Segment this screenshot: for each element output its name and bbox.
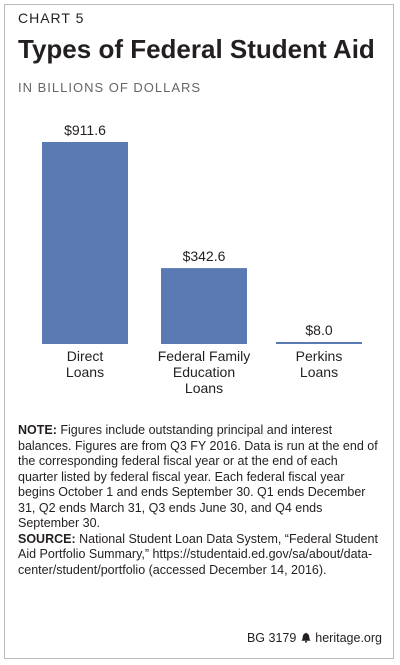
category-label: Loans xyxy=(65,364,105,380)
chart-subtitle: IN BILLIONS OF DOLLARS xyxy=(18,80,202,95)
note-text: Figures include outstanding principal and interest balances. Figures are from Q3 FY 2016. Data is run at the end of the corresponding federal fiscal year or at the end of each quarter listed by federal fiscal year. Each federal fiscal year begins October 1 and ends September 30. Q1 ends December 31, Q2 ends March 31, Q3 ends June 30, and Q4 ends September 30. xyxy=(18,423,378,530)
category-label: Loans xyxy=(299,364,339,380)
category-label: Loans xyxy=(184,380,224,396)
footer xyxy=(247,631,382,645)
bar xyxy=(161,268,247,344)
site-name: heritage.org xyxy=(315,631,382,645)
category-label: Education xyxy=(172,364,236,380)
bar xyxy=(42,142,128,344)
report-id: BG 3179 xyxy=(246,631,297,645)
bar-value-label: $911.6 xyxy=(64,122,106,138)
bar xyxy=(276,342,362,344)
bar-value-label: $342.6 xyxy=(182,248,226,265)
note-label: NOTE: xyxy=(18,423,57,437)
liberty-bell-icon xyxy=(301,632,311,643)
note-paragraph xyxy=(18,423,380,532)
notes-block xyxy=(18,423,380,578)
source-paragraph xyxy=(18,532,380,579)
bar-value-label: $8.0 xyxy=(305,322,333,338)
source-label: SOURCE: xyxy=(18,531,76,546)
chart-title: Types of Federal Student Aid xyxy=(18,34,375,64)
source-text: National Student Loan Data System, “Federal Student Aid Portfolio Summary,” https://studentaid.ed.gov/sa/about/data-center/student/portfolio (accessed December 14, 2016). xyxy=(18,531,378,577)
category-label: Federal Family xyxy=(157,348,251,364)
category-label: Direct xyxy=(66,348,104,364)
chart-kicker: CHART 5 xyxy=(18,10,85,26)
category-label: Perkins xyxy=(295,348,343,364)
